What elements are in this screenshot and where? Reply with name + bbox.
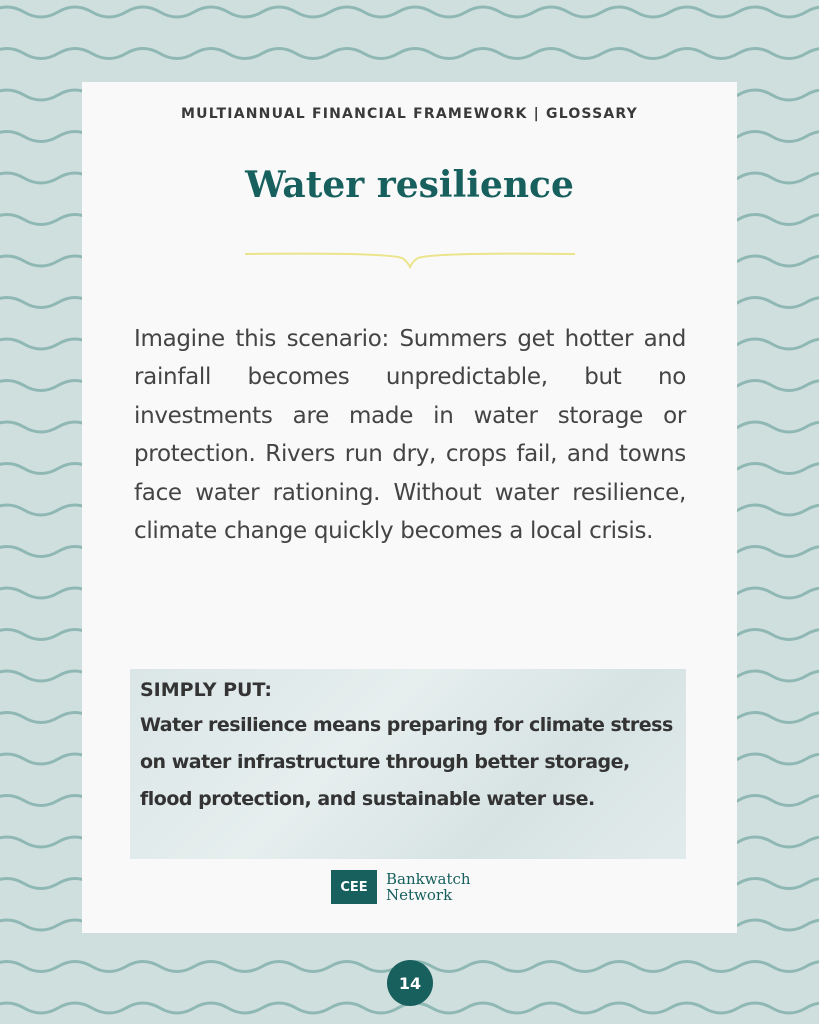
simply-put-callout	[130, 669, 686, 859]
section-eyebrow: MULTIANNUAL FINANCIAL FRAMEWORK | GLOSSARY	[181, 106, 638, 122]
wave-line	[0, 7, 819, 17]
logo-badge: CEE	[331, 870, 377, 904]
cee-bankwatch-logo	[331, 870, 471, 904]
logo-wordmark	[386, 871, 471, 903]
glossary-card	[82, 82, 737, 933]
callout-definition: Water resilience means preparing for climate stress on water infrastructure through better storage, flood protection, and sustainable water use.	[140, 714, 673, 810]
divider-ornament	[245, 250, 575, 274]
page-title: Water resilience	[245, 164, 574, 206]
page-number-badge: 14	[387, 960, 433, 1006]
wave-line	[0, 49, 819, 59]
callout-label: SIMPLY PUT:	[140, 679, 272, 701]
logo-line-1: Bankwatch	[386, 870, 471, 888]
logo-line-2: Network	[386, 886, 453, 904]
scenario-paragraph: Imagine this scenario: Summers get hotter and rainfall becomes unpredictable, but no investments are made in water storage or protection. Rivers run dry, crops fail, and towns face water rationing. Without water resilience, climate change quickly becomes a local crisis.	[134, 326, 686, 545]
